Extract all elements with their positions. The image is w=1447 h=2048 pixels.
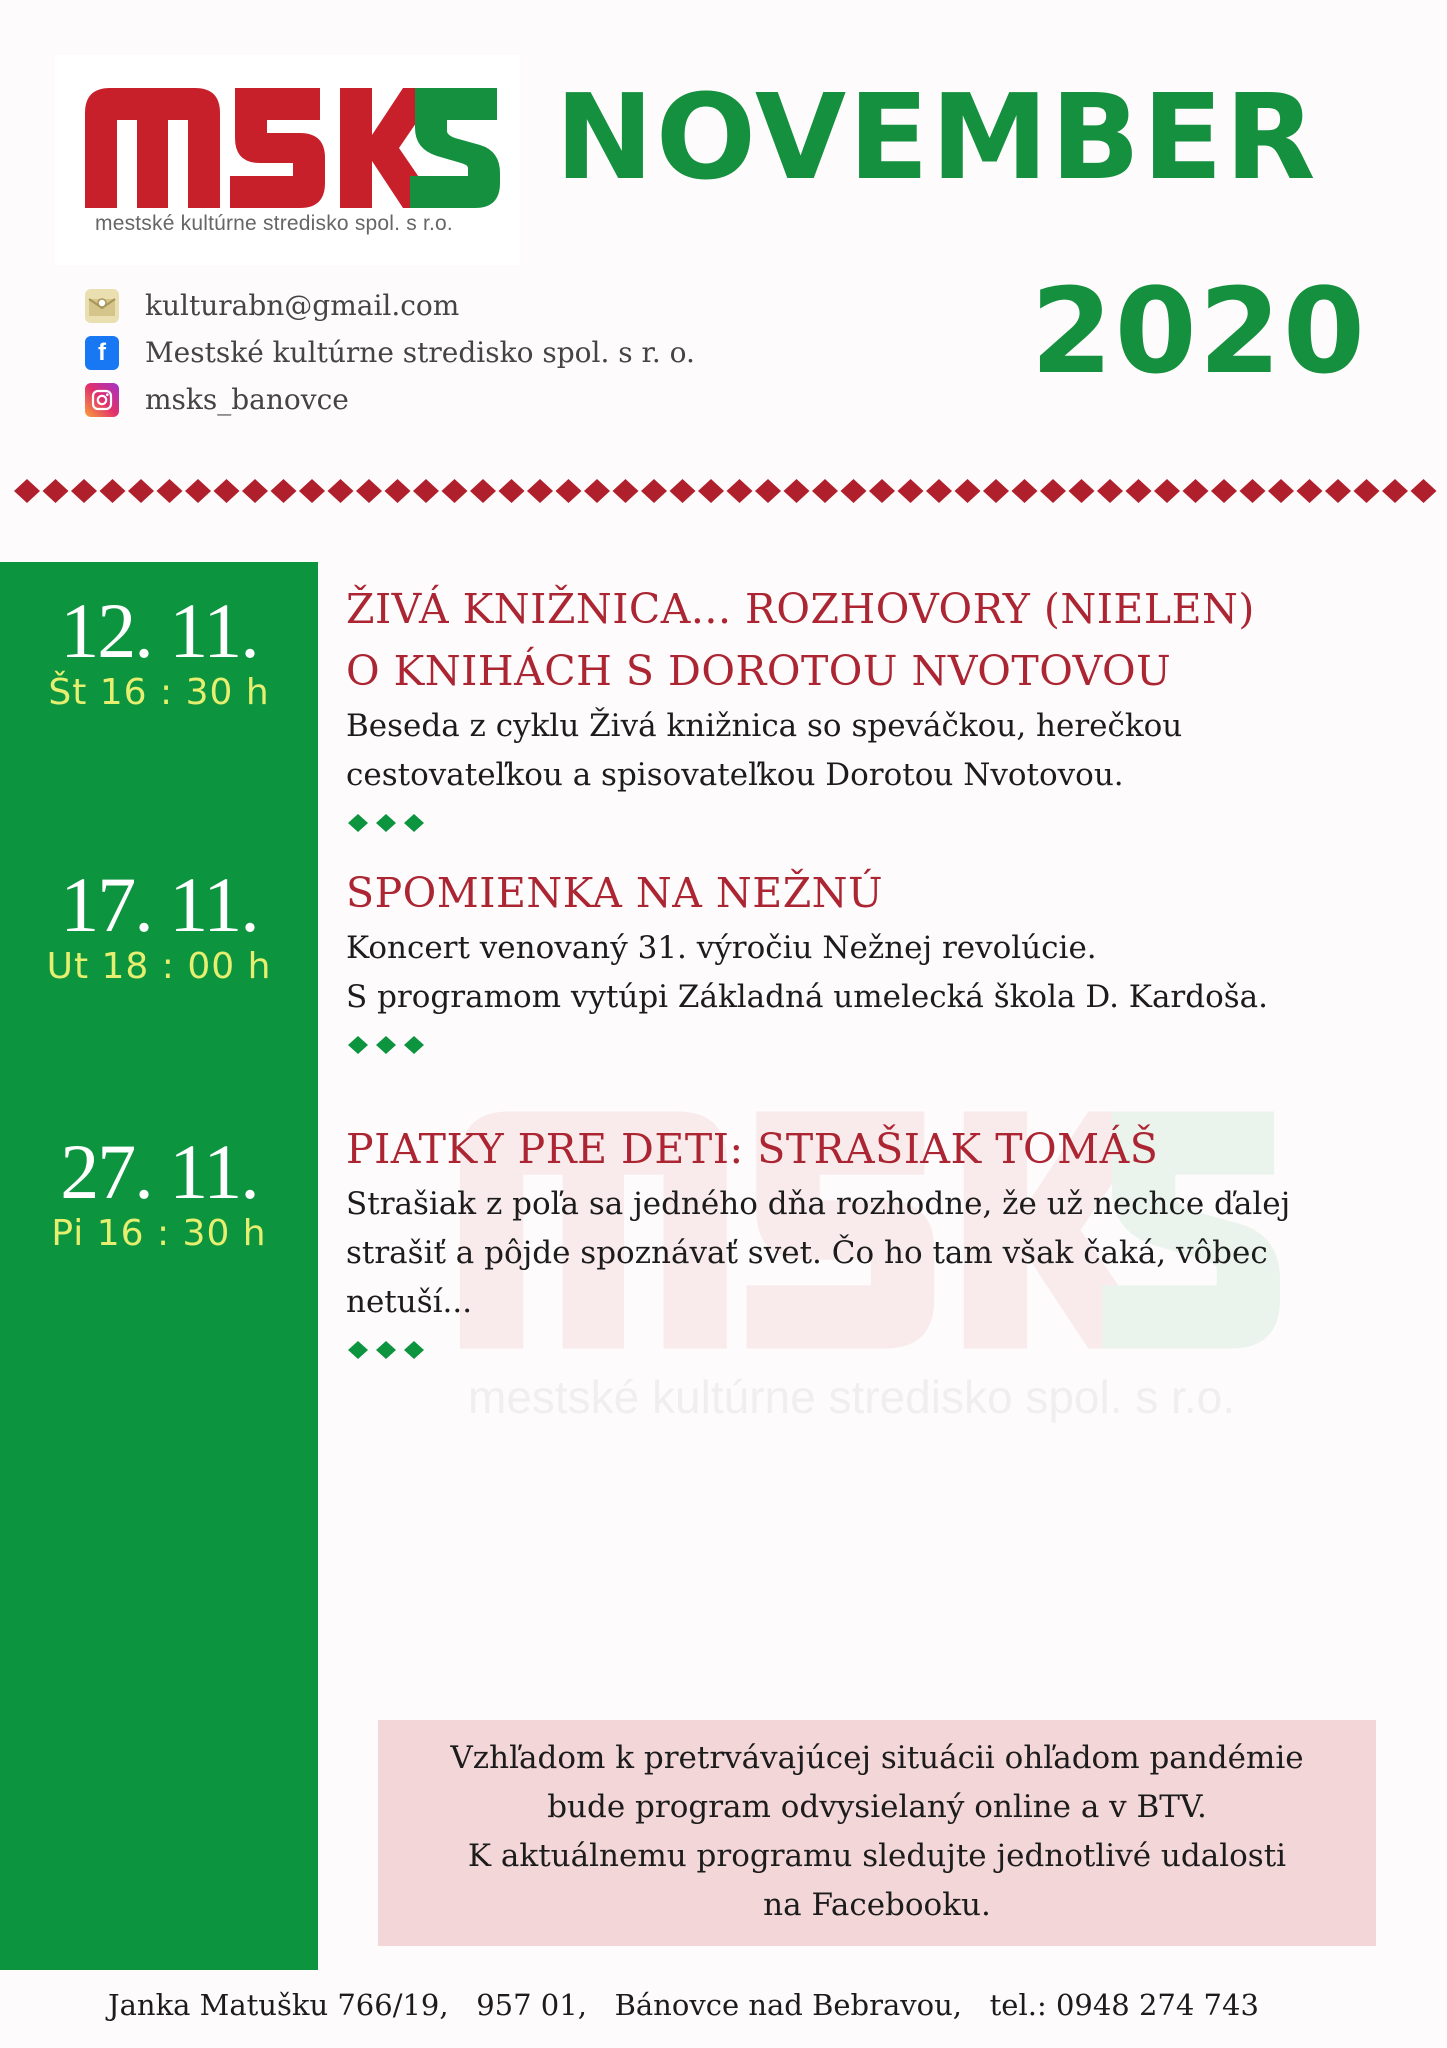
divider-diamond — [641, 479, 667, 503]
footer-address: Janka Matušku 766/19, 957 01, Bánovce nad Bebravou, tel.: 0948 274 743 — [108, 1988, 1259, 2022]
facebook-icon: f — [85, 336, 119, 370]
msks-logo-mark — [85, 83, 500, 213]
divider-diamond — [14, 479, 40, 503]
divider-diamond — [727, 479, 753, 503]
notice-line: bude program odvysielaný online a v BTV. — [547, 1789, 1207, 1825]
divider-diamond — [1154, 479, 1180, 503]
divider-diamond — [1411, 479, 1437, 503]
event-title — [346, 578, 1371, 702]
divider-diamond — [1183, 479, 1209, 503]
event-title-line: ŽIVÁ KNIŽNICA... ROZHOVORY (NIELEN) — [346, 585, 1255, 633]
logo — [55, 55, 520, 265]
divider-diamond — [43, 479, 69, 503]
divider-diamond — [128, 479, 154, 503]
event-time: Ut 18 : 00 h — [46, 946, 272, 987]
divider-diamond — [841, 479, 867, 503]
notice-box — [378, 1720, 1376, 1946]
divider-diamond — [1325, 479, 1351, 503]
event-title — [346, 862, 1371, 924]
date-sidebar — [0, 562, 318, 1970]
diamond-divider — [14, 478, 1439, 504]
contact-facebook-text: Mestské kultúrne stredisko spol. s r. o. — [145, 336, 695, 369]
divider-diamond — [1012, 479, 1038, 503]
green-diamonds-icon — [346, 812, 426, 834]
divider-diamond — [1240, 479, 1266, 503]
event-2 — [346, 862, 1371, 1060]
event-time: Pi 16 : 30 h — [51, 1213, 267, 1254]
watermark-tagline: mestské kultúrne stredisko spol. s r.o. — [468, 1371, 1235, 1423]
event-date-2 — [0, 861, 318, 991]
header-month: NOVEMBER — [555, 68, 1318, 206]
mail-icon — [85, 289, 119, 323]
divider-diamond — [214, 479, 240, 503]
notice-line: na Facebooku. — [763, 1887, 991, 1923]
divider-diamond — [470, 479, 496, 503]
divider-diamond — [299, 479, 325, 503]
event-desc-line: strašiť a pôjde spoznávať svet. Čo ho tam však čaká, vôbec — [346, 1235, 1268, 1271]
divider-diamond — [242, 479, 268, 503]
event-desc-line: Koncert venovaný 31. výročiu Nežnej revolúcie. — [346, 930, 1097, 966]
contact-email[interactable] — [85, 282, 695, 329]
event-day: 12. 11. — [60, 587, 258, 674]
event-date-3 — [0, 1128, 318, 1258]
divider-diamond — [328, 479, 354, 503]
contact-list — [85, 282, 695, 423]
green-diamonds-icon — [346, 1034, 426, 1056]
divider-diamond — [784, 479, 810, 503]
event-title-line: PIATKY PRE DETI: STRAŠIAK TOMÁŠ — [346, 1125, 1159, 1173]
header-year: 2020 — [1030, 262, 1367, 400]
contact-instagram[interactable] — [85, 376, 695, 423]
divider-diamond — [1097, 479, 1123, 503]
divider-diamond — [698, 479, 724, 503]
contact-facebook[interactable] — [85, 329, 695, 376]
divider-diamond — [1354, 479, 1380, 503]
divider-diamond — [556, 479, 582, 503]
event-day: 17. 11. — [60, 861, 258, 948]
event-description — [346, 702, 1371, 800]
event-time: Št 16 : 30 h — [48, 672, 270, 713]
divider-diamond — [1211, 479, 1237, 503]
event-description — [346, 1180, 1371, 1327]
instagram-icon — [85, 383, 119, 417]
event-title — [346, 1118, 1371, 1180]
event-desc-line: S programom vytúpi Základná umelecká škola D. Kardoša. — [346, 979, 1269, 1015]
event-title-line: SPOMIENKA NA NEŽNÚ — [346, 869, 884, 917]
event-desc-line: Beseda z cyklu Živá knižnica so speváčkou, herečkou — [346, 708, 1183, 744]
event-desc-line: netuší... — [346, 1284, 473, 1320]
divider-diamond — [413, 479, 439, 503]
event-1 — [346, 578, 1371, 838]
event-desc-line: Strašiak z poľa sa jedného dňa rozhodne, že už nechce ďalej — [346, 1186, 1291, 1222]
divider-diamond — [1126, 479, 1152, 503]
divider-diamond — [71, 479, 97, 503]
divider-diamond — [1268, 479, 1294, 503]
divider-diamond — [1040, 479, 1066, 503]
divider-diamond — [584, 479, 610, 503]
event-date-1 — [0, 587, 318, 717]
notice-line: Vzhľadom k pretrvávajúcej situácii ohľadom pandémie — [450, 1740, 1304, 1776]
divider-diamond — [955, 479, 981, 503]
event-description — [346, 924, 1371, 1022]
event-day: 27. 11. — [60, 1128, 258, 1215]
divider-diamond — [755, 479, 781, 503]
divider-diamond — [271, 479, 297, 503]
divider-diamond — [1069, 479, 1095, 503]
divider-diamond — [812, 479, 838, 503]
green-diamonds-icon — [346, 1339, 426, 1361]
divider-diamond — [613, 479, 639, 503]
event-3 — [346, 1118, 1371, 1365]
event-desc-line: cestovateľkou a spisovateľkou Dorotou Nvotovou. — [346, 757, 1124, 793]
divider-diamond — [869, 479, 895, 503]
contact-email-text: kulturabn@gmail.com — [145, 289, 460, 322]
divider-diamond — [356, 479, 382, 503]
divider-diamond — [1297, 479, 1323, 503]
divider-diamond — [185, 479, 211, 503]
divider-diamond — [926, 479, 952, 503]
logo-tagline: mestské kultúrne stredisko spol. s r.o. — [95, 212, 453, 235]
event-title-line: O KNIHÁCH S DOROTOU NVOTOVOU — [346, 647, 1172, 695]
divider-diamond — [1382, 479, 1408, 503]
notice-line: K aktuálnemu programu sledujte jednotlivé udalosti — [467, 1838, 1287, 1874]
divider-diamond — [983, 479, 1009, 503]
divider-diamond — [442, 479, 468, 503]
divider-diamond — [157, 479, 183, 503]
divider-diamond — [385, 479, 411, 503]
contact-instagram-text: msks_banovce — [145, 383, 349, 416]
divider-diamond — [100, 479, 126, 503]
divider-diamond — [527, 479, 553, 503]
divider-diamond — [499, 479, 525, 503]
divider-diamond — [670, 479, 696, 503]
divider-diamond — [898, 479, 924, 503]
